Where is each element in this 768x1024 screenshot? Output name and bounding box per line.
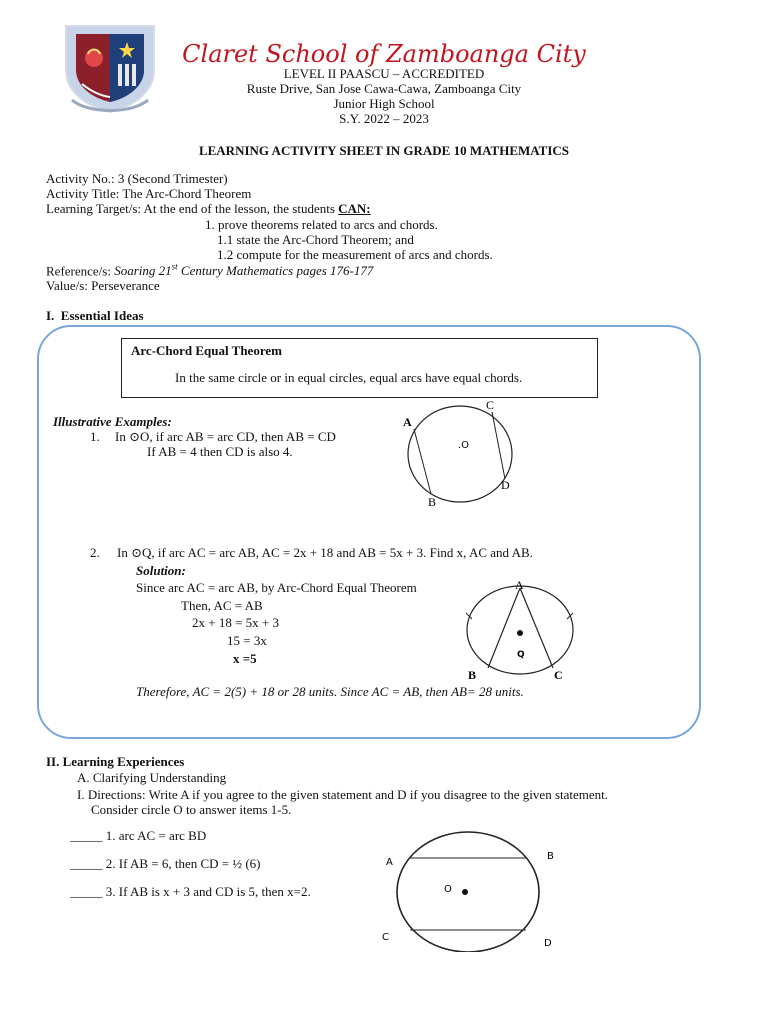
learning-target bbox=[46, 201, 371, 217]
directions-line-1: I. Directions: Write A if you agree to the given statement and D if you disagree to the given statement. bbox=[77, 787, 609, 802]
fig2-label-b: B bbox=[468, 668, 477, 682]
department: Junior High School bbox=[333, 96, 435, 111]
fig1-label-o: .O bbox=[458, 440, 470, 451]
solution-step-5: x =5 bbox=[233, 651, 257, 666]
example-1-line-2: If AB = 4 then CD is also 4. bbox=[147, 444, 293, 459]
learning-target-can: CAN: bbox=[338, 201, 371, 216]
target-1: 1. prove theorems related to arcs and chords. bbox=[205, 217, 438, 232]
item-3: _____ 3. If AB is x + 3 and CD is 5, then x=2. bbox=[70, 884, 311, 899]
fig3-label-b: B bbox=[547, 851, 554, 862]
fig2-label-c: C bbox=[554, 668, 563, 682]
therefore-statement: Therefore, AC = 2(5) + 18 or 28 units. Since AC = AB, then AB= 28 units. bbox=[136, 684, 524, 699]
page-title: LEARNING ACTIVITY SHEET IN GRADE 10 MATHEMATICS bbox=[198, 143, 570, 158]
target-1-2: 1.2 compute for the measurement of arcs and chords. bbox=[217, 247, 493, 262]
fig2-label-a: A bbox=[515, 580, 524, 592]
solution-step-1: Since arc AC = arc AB, by Arc-Chord Equal Theorem bbox=[136, 580, 417, 595]
activity-no: Activity No.: 3 (Second Trimester) bbox=[46, 171, 228, 186]
fig1-label-d: D bbox=[501, 478, 510, 492]
reference-label: Reference/s: bbox=[46, 263, 115, 279]
fig3-label-c: C bbox=[382, 932, 389, 943]
target-1-1: 1.1 state the Arc-Chord Theorem; and bbox=[217, 232, 414, 247]
solution-step-4: 15 = 3x bbox=[227, 633, 267, 648]
figure-3-circle-o bbox=[380, 822, 570, 952]
accreditation: LEVEL II PAASCU – ACCREDITED bbox=[283, 66, 485, 81]
fig1-label-a: A bbox=[403, 415, 412, 429]
fig1-label-b: B bbox=[428, 495, 437, 509]
theorem-text: In the same circle or in equal circles, equal arcs have equal chords. bbox=[175, 370, 523, 385]
activity-title: Activity Title: The Arc-Chord Theorem bbox=[46, 186, 252, 201]
learning-experiences-heading: II. Learning Experiences bbox=[46, 754, 185, 769]
school-name: Claret School of Zamboanga City bbox=[182, 40, 586, 68]
fig2-label-q: Q bbox=[517, 650, 525, 660]
example-2-problem: In ⊙Q, if arc AC = arc AB, AC = 2x + 18 and AB = 5x + 3. Find x, AC and AB. bbox=[117, 545, 533, 560]
fig3-label-o: O bbox=[444, 884, 452, 895]
reference bbox=[46, 262, 373, 279]
school-year: S.Y. 2022 – 2023 bbox=[339, 111, 429, 126]
reference-text: Soaring 21st Century Mathematics pages 176-177 bbox=[114, 262, 374, 279]
theorem-title: Arc-Chord Equal Theorem bbox=[131, 343, 282, 358]
solution-step-3: 2x + 18 = 5x + 3 bbox=[192, 615, 279, 630]
figure-2-circle-q bbox=[460, 580, 580, 685]
essential-ideas-heading: I. Essential Ideas bbox=[46, 308, 144, 323]
values: Value/s: Perseverance bbox=[46, 278, 160, 293]
example-2-number: 2. bbox=[90, 545, 100, 560]
item-2: _____ 2. If AB = 6, then CD = ½ (6) bbox=[70, 856, 261, 871]
figure-1-circle-o bbox=[395, 396, 525, 514]
example-1-number: 1. bbox=[90, 429, 100, 444]
item-1: _____ 1. arc AC = arc BD bbox=[70, 828, 207, 843]
learning-target-prefix: Learning Target/s: At the end of the lesson, the students bbox=[46, 201, 339, 216]
example-1-line-1: In ⊙O, if arc AB = arc CD, then AB = CD bbox=[115, 429, 336, 444]
fig1-label-c: C bbox=[486, 398, 495, 412]
directions-line-2: Consider circle O to answer items 1-5. bbox=[91, 802, 292, 817]
examples-label: Illustrative Examples: bbox=[53, 414, 172, 429]
solution-step-2: Then, AC = AB bbox=[181, 598, 263, 613]
solution-label: Solution: bbox=[136, 563, 186, 578]
clarifying-understanding: A. Clarifying Understanding bbox=[77, 770, 227, 785]
school-address: Ruste Drive, San Jose Cawa-Cawa, Zamboanga City bbox=[246, 81, 522, 96]
fig3-label-a: A bbox=[386, 857, 393, 868]
fig3-label-d: D bbox=[544, 938, 552, 949]
